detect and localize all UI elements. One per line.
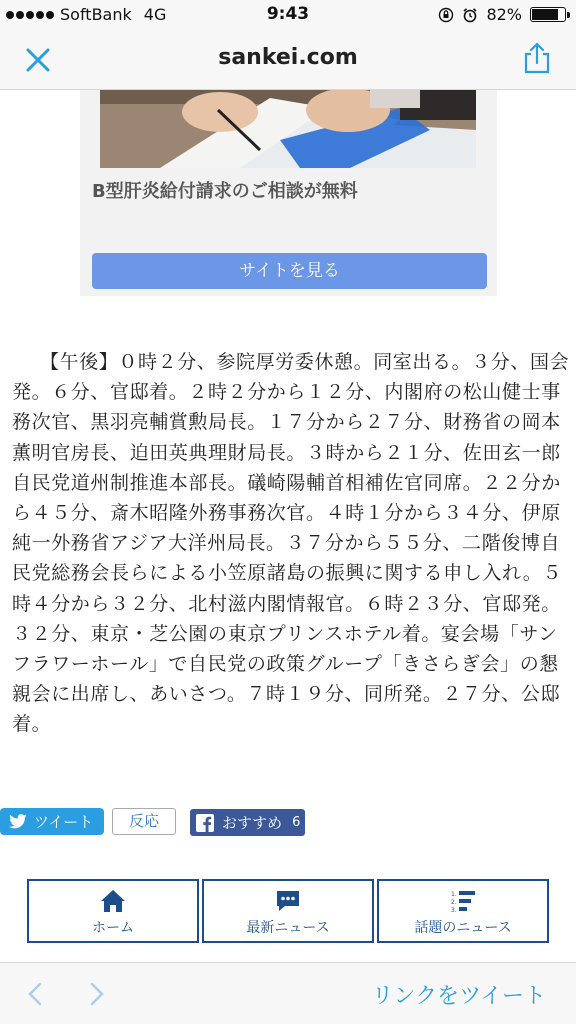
battery-label: 82% bbox=[486, 5, 522, 24]
forward-arrow-icon[interactable] bbox=[88, 981, 106, 1007]
ad-box[interactable] bbox=[80, 90, 497, 296]
speech-bubble-icon bbox=[275, 889, 301, 913]
battery-icon bbox=[530, 7, 566, 22]
twitter-bird-icon bbox=[8, 814, 28, 830]
carrier-label: SoftBank bbox=[60, 5, 132, 24]
network-label: 4G bbox=[143, 5, 167, 24]
ad-visit-button[interactable]: サイトを見る bbox=[92, 253, 487, 289]
topic-news-button[interactable] bbox=[377, 879, 549, 943]
ad-photo bbox=[100, 90, 476, 168]
status-time: 9:43 bbox=[266, 4, 310, 24]
latest-news-button[interactable] bbox=[202, 879, 374, 943]
home-label: ホーム bbox=[92, 920, 134, 936]
nav-bar bbox=[0, 30, 576, 90]
home-icon bbox=[100, 889, 126, 913]
svg-text:2.: 2. bbox=[451, 899, 457, 906]
reply-button[interactable]: 反応 bbox=[112, 808, 176, 835]
facebook-recommend-button[interactable] bbox=[190, 809, 305, 836]
svg-text:1.: 1. bbox=[451, 891, 457, 898]
alarm-icon bbox=[462, 7, 478, 23]
ad-image[interactable] bbox=[100, 90, 476, 168]
link-tweet-button[interactable]: リンクをツイート bbox=[371, 984, 546, 1009]
status-bar bbox=[0, 0, 576, 30]
topic-news-label: 話題のニュース bbox=[414, 920, 512, 936]
facebook-icon bbox=[196, 814, 214, 832]
share-icon[interactable] bbox=[522, 42, 552, 74]
article-body: 【午後】０時２分、参院厚労委休憩。同室出る。３分、国会発。６分、官邸着。２時２分から１２分、内閣府の松山健士事務次官、黒羽亮輔賞勲局長。１７分から２７分、財務省の岡本薫明官房長、迫田英典理財局長。３時から２１分、佐田玄一郎自民党道州制推進本部長。礒崎陽輔首相補佐官同席。２２分から４５分、斎木昭隆外務事務次官。４時１分から３４分、伊原純一外務省アジア大洋州局長。３７分から５５分、二階俊博自民党総務会長らによる小笠原諸島の振興に関する申し入れ。５時４分から３２分、北村滋内閣情報官。６時２３分、官邸発。３２分、東京・芝公園の東京プリンスホテル着。宴会場「サンフラワーホール」で自民党の政策グループ「きさらぎ会」の懇親会に出席し、あいさつ。７時１９分、同所発。２７分、公邸着。 bbox=[12, 351, 570, 736]
status-right bbox=[438, 5, 566, 24]
ranking-list-icon bbox=[449, 889, 477, 915]
home-button[interactable] bbox=[27, 879, 199, 943]
tweet-label: ツイート bbox=[34, 813, 94, 831]
tweet-button[interactable] bbox=[0, 808, 104, 835]
back-arrow-icon[interactable] bbox=[26, 981, 44, 1007]
page-title: sankei.com bbox=[218, 45, 358, 70]
recommend-count: 6 bbox=[292, 815, 301, 830]
ad-title[interactable]: B型肝炎給付請求のご相談が無料 bbox=[92, 181, 358, 202]
orientation-lock-icon bbox=[438, 7, 454, 23]
battery-level bbox=[532, 9, 558, 20]
bottom-toolbar bbox=[0, 962, 576, 1024]
recommend-label: おすすめ bbox=[222, 814, 283, 832]
latest-news-label: 最新ニュース bbox=[246, 920, 330, 936]
svg-text:3.: 3. bbox=[451, 907, 457, 914]
